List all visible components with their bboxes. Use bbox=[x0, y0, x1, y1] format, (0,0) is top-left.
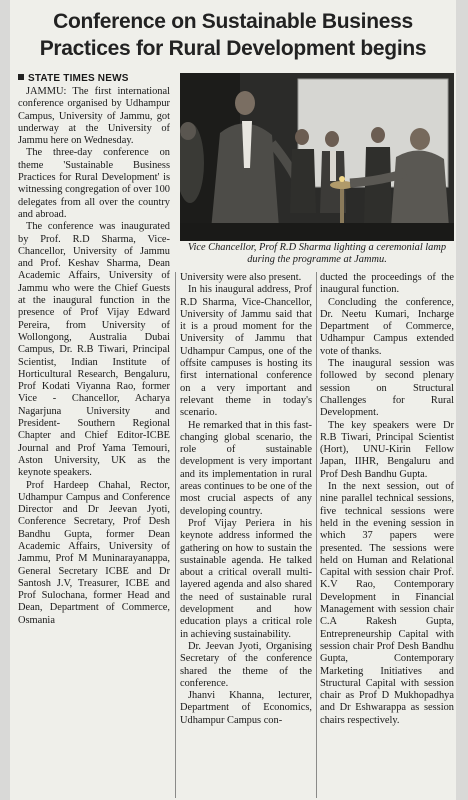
paragraph: The three-day conference on theme 'Sustainable Business Practices for Rural Development' is witnessing congregation of over 100 delegates from all over the country and abroad. bbox=[18, 147, 170, 220]
photo-ceremonial-lamp-lighting bbox=[180, 73, 454, 241]
paragraph: He remarked that in this fast-changing global scenario, the role of sustainable development is very important and its implementation in rural areas continues to be one of the most crucial aspects of any developing country. bbox=[180, 419, 312, 517]
paragraph: ducted the proceedings of the inaugural function. bbox=[320, 272, 454, 296]
paragraph: The key speakers were Dr R.B Tiwari, Principal Scientist (Hort), UNU-Kirin Fellow Japan, IIHR, Bengaluru and Prof Desh Bandhu Gupta. bbox=[320, 419, 454, 480]
paragraph: Dr. Jeevan Jyoti, Organising Secretary of the conference shared the theme of the conference. bbox=[180, 640, 312, 689]
paragraph: JAMMU: The first international conference organised by Udhampur Campus, University of Jammu, got underway at the University of Jammu here on Wednesday. bbox=[18, 86, 170, 147]
paragraph: Jhanvi Khanna, lecturer, Department of Economics, Udhampur Campus con- bbox=[180, 690, 312, 726]
paragraph: In the next session, out of nine parallel technical sessions, five technical sessions were held in the evening session in which 37 papers were presented. The sessions were held on Human and Relational Capital with session chair Prof. K.V Rao, Contemporary Development in Financial Management with session chair C.A Rakesh Gupta, Entrepreneurship Capital with session chair Prof Desh Bandhu Gupta, Contemporary Marketing Initiatives and Structural Capital with session chair as Prof D Mukhopadhya and Dr Eshwarappa as session chairs respectively. bbox=[320, 481, 454, 726]
headline-line-1: Conference on Sustainable Business bbox=[53, 10, 413, 33]
paragraph: Prof Hardeep Chahal, Rector, Udhampur Campus and Conference Director and Dr Jeevan Jyoti, Conference Secretary, Prof Desh Bandhu Gupta, former Dean Academic Affairs, University of Jammu, Prof M Muninarayanappa, General Secretary ICBE and Dr Santosh J.V, Treasurer, ICBE and Prof Sulochana, former Head and Dean, Department of Commerce, Osmania bbox=[18, 479, 170, 626]
byline-text: STATE TIMES NEWS bbox=[28, 73, 129, 84]
square-bullet-icon bbox=[18, 74, 24, 80]
byline bbox=[18, 73, 129, 84]
paragraph: The conference was inaugurated by Prof. R.D Sharma, Vice-Chancellor, University of Jammu and Prof. Keshav Sharma, Dean Academic Affairs, University of Jammu who were the Chief Guests at the inaugural function in the presence of Prof Vijay Edward Pereira, from University of Wollongong, Australia Dubai Campus, Dr. R.B Tiwari, Principal Scientist, Indian Institute of Horticultural Research, Bengaluru, Prof Kodati Viyanna Rao, former Vice - Chancellor, Acharya Nagarjuna University and President- Southern Regional Chapter and Chief Editor-ICBE Journal and Prof Yama Temouri, Aston University, UK as the keynote speakers. bbox=[18, 221, 170, 479]
article-column-2 bbox=[180, 272, 312, 798]
article-column-1 bbox=[18, 86, 170, 798]
photo-illustration bbox=[180, 73, 454, 241]
column-divider bbox=[175, 272, 176, 798]
photo-caption: Vice Chancellor, Prof R.D Sharma lighting a ceremonial lamp during the programme at Jammu. bbox=[187, 242, 447, 265]
headline bbox=[10, 8, 456, 62]
paragraph: Concluding the conference, Dr. Neetu Kumari, Incharge Department of Commerce, Udhampur Campus extended vote of thanks. bbox=[320, 296, 454, 357]
headline-line-2: Practices for Rural Development begins bbox=[39, 37, 427, 60]
paragraph: The inaugural session was followed by second plenary session on Structural Challenges for Rural Development. bbox=[320, 358, 454, 419]
column-divider bbox=[316, 272, 317, 798]
paragraph: In his inaugural address, Prof R.D Sharma, Vice-Chancellor, University of Jammu said that it is a proud moment for the University of Jammu that Udhampur Campus, one of the offsite campuses is hosting its first international conference on a very important and relevant theme in today's scenario. bbox=[180, 284, 312, 419]
article-column-3 bbox=[320, 272, 454, 798]
paragraph: University were also present. bbox=[180, 272, 302, 283]
paragraph: Prof Vijay Periera in his keynote address informed the gathering on how to sustain the sustainable agenda. He talked about a critical overall multi-layered agenda and also shared the need of sustainable rural development and how education plays a critical role in achieving sustainability. bbox=[180, 517, 312, 640]
